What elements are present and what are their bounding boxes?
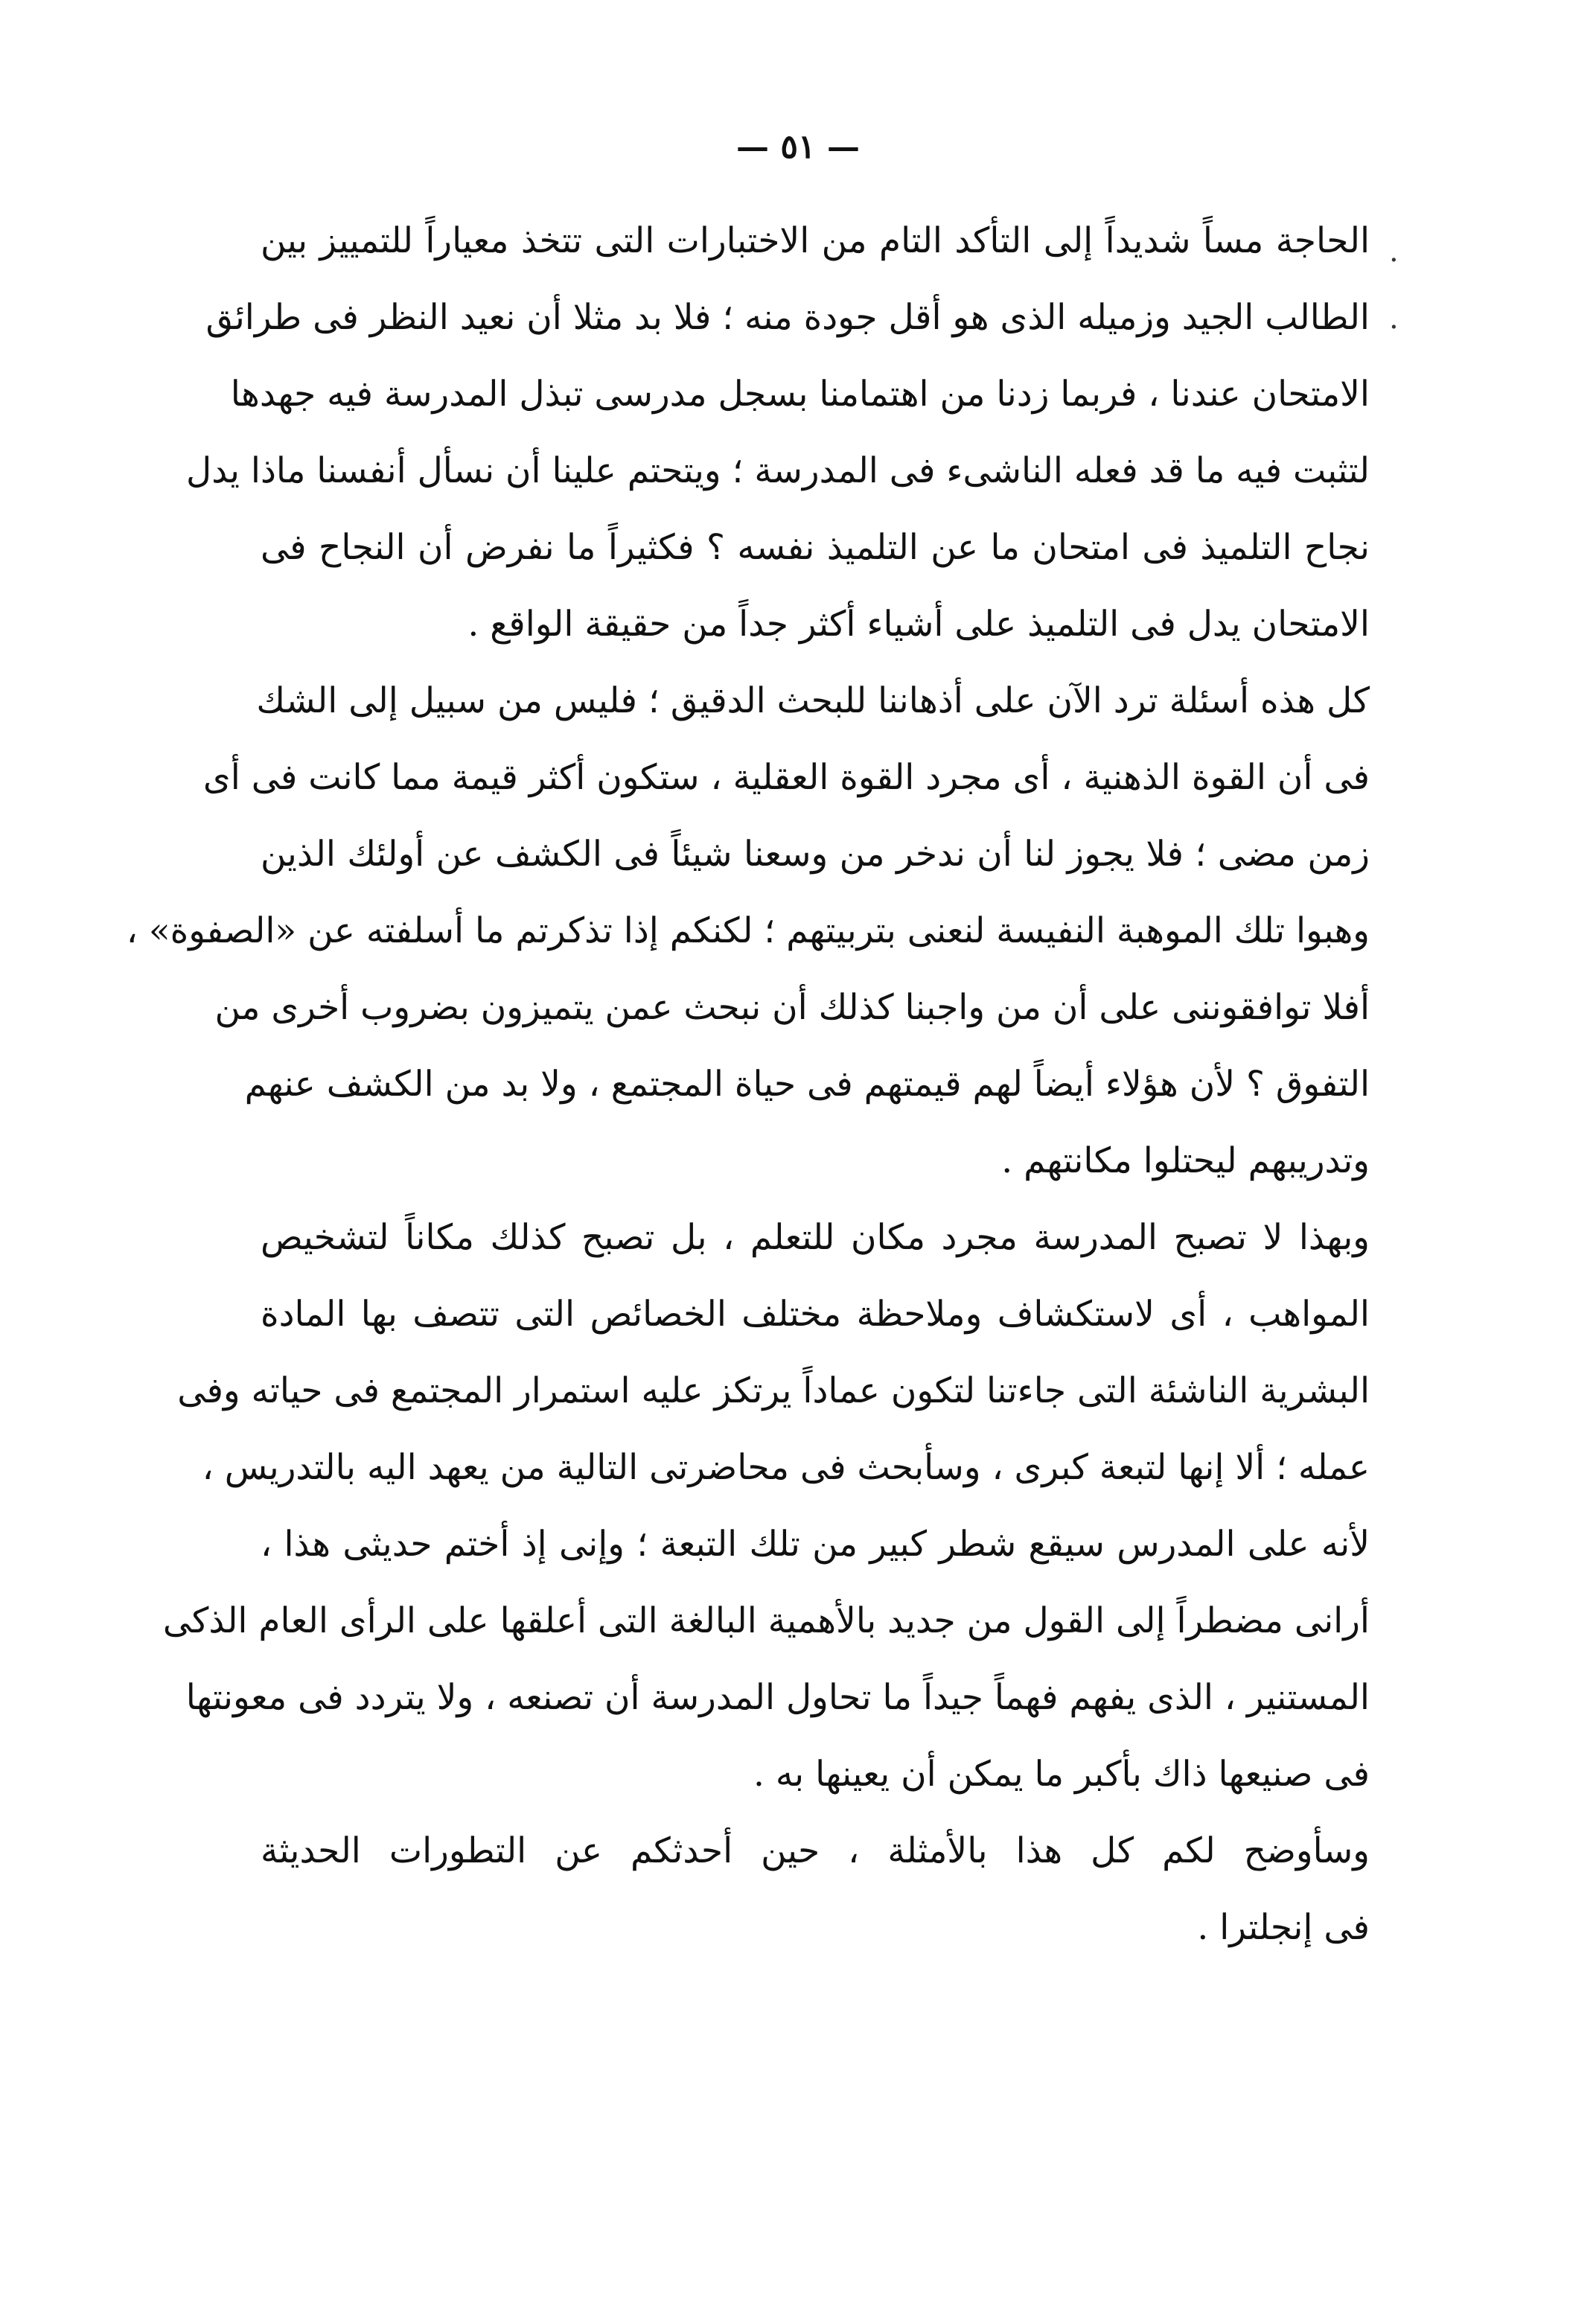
text-line: الامتحان يدل فى التلميذ على أشياء أكثر جداً من حقيقة الواقع . [467,604,1370,645]
text-line: وتدريبهم ليحتلوا مكانتهم . [1001,1140,1370,1181]
text-line: فى إنجلترا . [1197,1907,1370,1948]
text-line: عمله ؛ ألا إنها لتبعة كبرى ، وسأبحث فى محاضرتى التالية من يعهد اليه بالتدريس ، [202,1447,1370,1488]
stray-ink-mark: . [1389,234,1399,269]
text-line: زمن مضى ؛ فلا يجوز لنا أن ندخر من وسعنا شيئاً فى الكشف عن أولئك الذين [261,834,1370,875]
text-line: المستنير ، الذى يفهم فهماً جيداً ما تحاول المدرسة أن تصنعه ، ولا يتردد فى معونتها [185,1677,1370,1718]
text-line: وبهذا لا تصبح المدرسة مجرد مكان للتعلم ، بل تصبح كذلك مكاناً لتشخيص [261,1217,1370,1258]
text-line: فى صنيعها ذاك بأكبر ما يمكن أن يعينها به . [753,1754,1370,1795]
page-number: — ٥١ — [736,128,860,166]
text-line: وسأوضح لكم كل هذا بالأمثلة ، حين أحدثكم عن التطورات الحديثة [261,1830,1370,1871]
body-text [126,202,1370,1966]
text-line: الامتحان عندنا ، فربما زدنا من اهتمامنا بسجل مدرسى تبذل المدرسة فيه جهدها [230,374,1370,415]
text-line: الحاجة مساً شديداً إلى التأكد التام من الاختبارات التى تتخذ معياراً للتمييز بين [261,220,1370,261]
text-line: لتثبت فيه ما قد فعله الناشىء فى المدرسة ؛ ويتحتم علينا أن نسأل أنفسنا ماذا يدل [186,450,1370,491]
text-line: فى أن القوة الذهنية ، أى مجرد القوة العقلية ، ستكون أكثر قيمة مما كانت فى أى [202,757,1370,798]
text-line: نجاح التلميذ فى امتحان ما عن التلميذ نفسه ؟ فكثيراً ما نفرض أن النجاح فى [261,527,1370,568]
text-line: أرانى مضطراً إلى القول من جديد بالأهمية البالغة التى أعلقها على الرأى العام الذكى [162,1600,1370,1641]
text-line: البشرية الناشئة التى جاءتنا لتكون عماداً يرتكز عليه استمرار المجتمع فى حياته وفى [177,1370,1370,1411]
text-line: الطالب الجيد وزميله الذى هو أقل جودة منه ؛ فلا بد مثلا أن نعيد النظر فى طرائق [205,297,1370,338]
text-line: التفوق ؟ لأن هؤلاء أيضاً لهم قيمتهم فى حياة المجتمع ، ولا بد من الكشف عنهم [244,1064,1370,1105]
stray-ink-mark: . [1389,301,1399,336]
text-line: لأنه على المدرس سيقع شطر كبير من تلك التبعة ؛ وإنى إذ أختم حديثى هذا ، [261,1524,1370,1565]
text-line: كل هذه أسئلة ترد الآن على أذهاننا للبحث الدقيق ؛ فليس من سبيل إلى الشك [256,680,1370,721]
text-line: وهبوا تلك الموهبة النفيسة لنعنى بتربيتهم ؛ لكنكم إذا تذكرتم ما أسلفته عن «الصفوة» ، [126,910,1370,951]
text-line: أفلا توافقوننى على أن من واجبنا كذلك أن نبحث عمن يتميزون بضروب أخرى من [214,987,1370,1028]
text-line: المواهب ، أى لاستكشاف وملاحظة مختلف الخصائص التى تتصف بها المادة [261,1294,1370,1335]
